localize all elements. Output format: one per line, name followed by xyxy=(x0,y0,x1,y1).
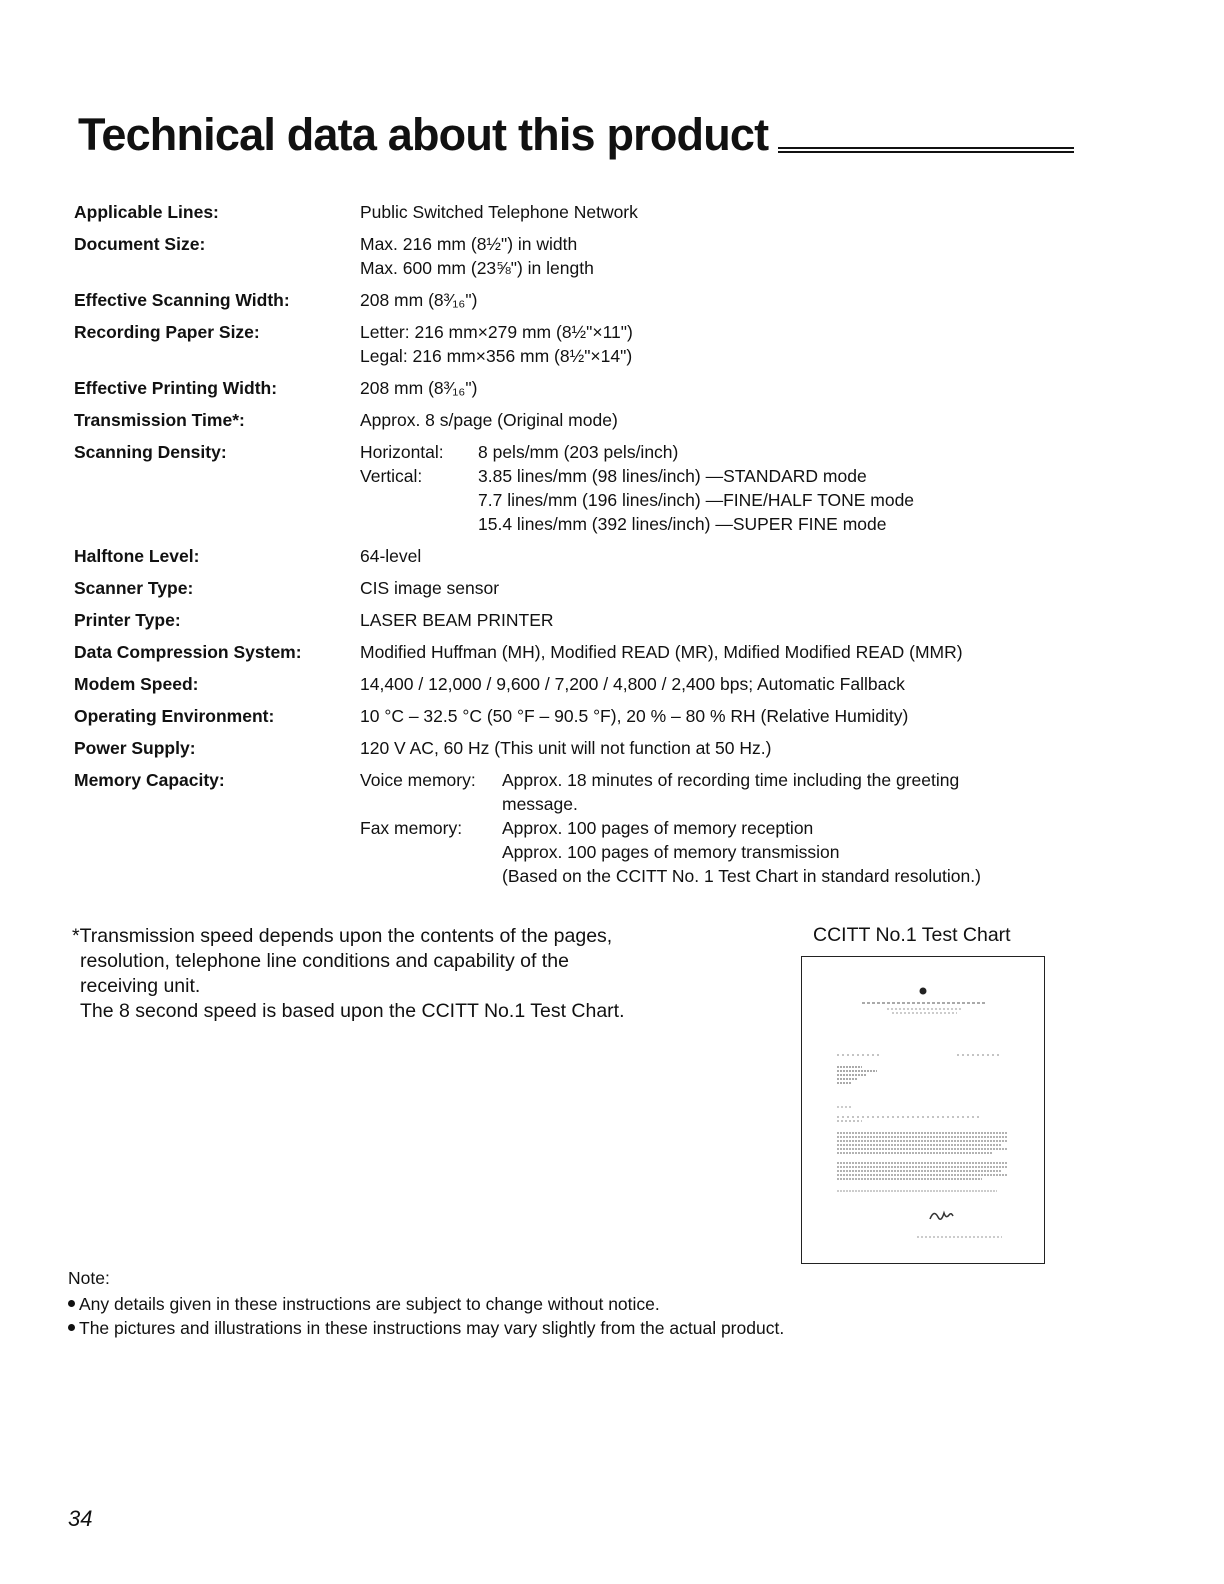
spec-label: Printer Type: xyxy=(74,610,181,630)
spec-values xyxy=(360,672,905,696)
spec-values xyxy=(360,288,477,312)
title-double-rule xyxy=(778,145,1074,153)
footnote-line: receiving unit. xyxy=(80,975,201,997)
spec-sub-value: Approx. 18 minutes of recording time including the greeting xyxy=(502,770,960,790)
spec-label: Operating Environment: xyxy=(74,706,275,726)
spec-values xyxy=(360,704,908,728)
note-item xyxy=(68,1316,784,1340)
footnote xyxy=(72,924,722,1024)
spec-row xyxy=(74,440,1074,536)
bullet-icon xyxy=(68,1324,75,1331)
spec-sub-value: 7.7 lines/mm (196 lines/inch) —FINE/HALF TONE mode xyxy=(478,490,915,510)
spec-row xyxy=(74,704,1074,728)
spec-row xyxy=(74,376,1074,400)
spec-sub-value: 8 pels/mm (203 pels/inch) xyxy=(478,442,679,462)
spec-value: Modified Huffman (MH), Modified READ (MR), Mdified Modified READ (MMR) xyxy=(360,642,963,662)
spec-value: 208 mm (8³⁄₁₆") xyxy=(360,378,478,398)
page-number: 34 xyxy=(68,1506,93,1531)
spec-values xyxy=(360,376,477,400)
spec-label: Power Supply: xyxy=(74,738,196,758)
note-item-text: The pictures and illustrations in these instructions may vary slightly from the actual product. xyxy=(79,1318,785,1338)
spec-row xyxy=(74,200,1074,224)
spec-value: Letter: 216 mm×279 mm (8½"×11") xyxy=(360,322,633,342)
spec-values xyxy=(360,640,963,664)
spec-row xyxy=(74,288,1074,312)
note-item-text: Any details given in these instructions are subject to change without notice. xyxy=(79,1294,660,1314)
spec-row xyxy=(74,736,1074,760)
spec-sub-value: 3.85 lines/mm (98 lines/inch) —STANDARD mode xyxy=(478,466,867,486)
spec-label: Document Size: xyxy=(74,234,206,254)
test-chart-image xyxy=(801,956,1045,1264)
note-item xyxy=(68,1292,784,1316)
test-chart-thumbnail xyxy=(802,957,1044,1263)
spec-sub-row xyxy=(360,768,981,816)
spec-value: Max. 216 mm (8½") in width xyxy=(360,234,578,254)
spec-label: Effective Scanning Width: xyxy=(74,290,290,310)
spec-values xyxy=(360,440,914,536)
spec-sub-key: Vertical: xyxy=(360,466,423,486)
footnote-line: The 8 second speed is based upon the CCITT No.1 Test Chart. xyxy=(80,1000,625,1022)
spec-value: Approx. 8 s/page (Original mode) xyxy=(360,410,618,430)
spec-label: Effective Printing Width: xyxy=(74,378,278,398)
note-section xyxy=(68,1266,784,1340)
spec-label: Memory Capacity: xyxy=(74,770,225,790)
spec-values xyxy=(360,408,618,432)
test-chart-caption: CCITT No.1 Test Chart xyxy=(813,924,1011,946)
spec-table xyxy=(74,200,1074,896)
spec-row xyxy=(74,320,1074,368)
spec-label: Recording Paper Size: xyxy=(74,322,260,342)
spec-row xyxy=(74,232,1074,280)
spec-value: Public Switched Telephone Network xyxy=(360,202,638,222)
footnote-line: *Transmission speed depends upon the contents of the pages, xyxy=(72,925,613,947)
spec-row xyxy=(74,544,1074,568)
spec-row xyxy=(74,576,1074,600)
spec-label: Modem Speed: xyxy=(74,674,199,694)
page-title: Technical data about this product xyxy=(78,109,769,160)
spec-sub-row xyxy=(360,816,981,888)
note-title: Note: xyxy=(68,1268,110,1288)
spec-value: LASER BEAM PRINTER xyxy=(360,610,554,630)
spec-sub-value: Approx. 100 pages of memory transmission xyxy=(502,842,840,862)
spec-value: CIS image sensor xyxy=(360,578,500,598)
spec-sub-value: message. xyxy=(502,794,578,814)
spec-label: Applicable Lines: xyxy=(74,202,219,222)
spec-value: Max. 600 mm (23⅝") in length xyxy=(360,258,594,278)
spec-sub-key: Voice memory: xyxy=(360,770,476,790)
spec-sub-value: Approx. 100 pages of memory reception xyxy=(502,818,814,838)
spec-label: Halftone Level: xyxy=(74,546,200,566)
footnote-line: resolution, telephone line conditions and capability of the xyxy=(80,950,569,972)
spec-values xyxy=(360,200,638,224)
spec-sub-key: Horizontal: xyxy=(360,442,444,462)
spec-sub-value: 15.4 lines/mm (392 lines/inch) —SUPER FINE mode xyxy=(478,514,887,534)
spec-value: 10 °C – 32.5 °C (50 °F – 90.5 °F), 20 % – 80 % RH (Relative Humidity) xyxy=(360,706,909,726)
bullet-icon xyxy=(68,1300,75,1307)
spec-row xyxy=(74,640,1074,664)
spec-values xyxy=(360,736,771,760)
spec-value: Legal: 216 mm×356 mm (8½"×14") xyxy=(360,346,633,366)
spec-label: Scanning Density: xyxy=(74,442,227,462)
spec-label: Transmission Time*: xyxy=(74,410,245,430)
spec-values xyxy=(360,576,499,600)
spec-values xyxy=(360,544,421,568)
spec-value: 208 mm (8³⁄₁₆") xyxy=(360,290,478,310)
spec-value: 64-level xyxy=(360,546,422,566)
spec-sub-row xyxy=(360,464,914,536)
spec-value: 120 V AC, 60 Hz (This unit will not function at 50 Hz.) xyxy=(360,738,772,758)
spec-row xyxy=(74,672,1074,696)
spec-row xyxy=(74,608,1074,632)
spec-sub-row xyxy=(360,440,914,464)
spec-values xyxy=(360,768,981,888)
spec-values xyxy=(360,232,594,280)
spec-label: Data Compression System: xyxy=(74,642,302,662)
title-row xyxy=(78,109,1074,160)
spec-row xyxy=(74,408,1074,432)
spec-label: Scanner Type: xyxy=(74,578,194,598)
spec-value: 14,400 / 12,000 / 9,600 / 7,200 / 4,800 / 2,400 bps; Automatic Fallback xyxy=(360,674,905,694)
spec-sub-value: (Based on the CCITT No. 1 Test Chart in standard resolution.) xyxy=(502,866,981,886)
spec-values xyxy=(360,608,554,632)
spec-sub-key: Fax memory: xyxy=(360,818,463,838)
spec-row xyxy=(74,768,1074,888)
spec-values xyxy=(360,320,633,368)
